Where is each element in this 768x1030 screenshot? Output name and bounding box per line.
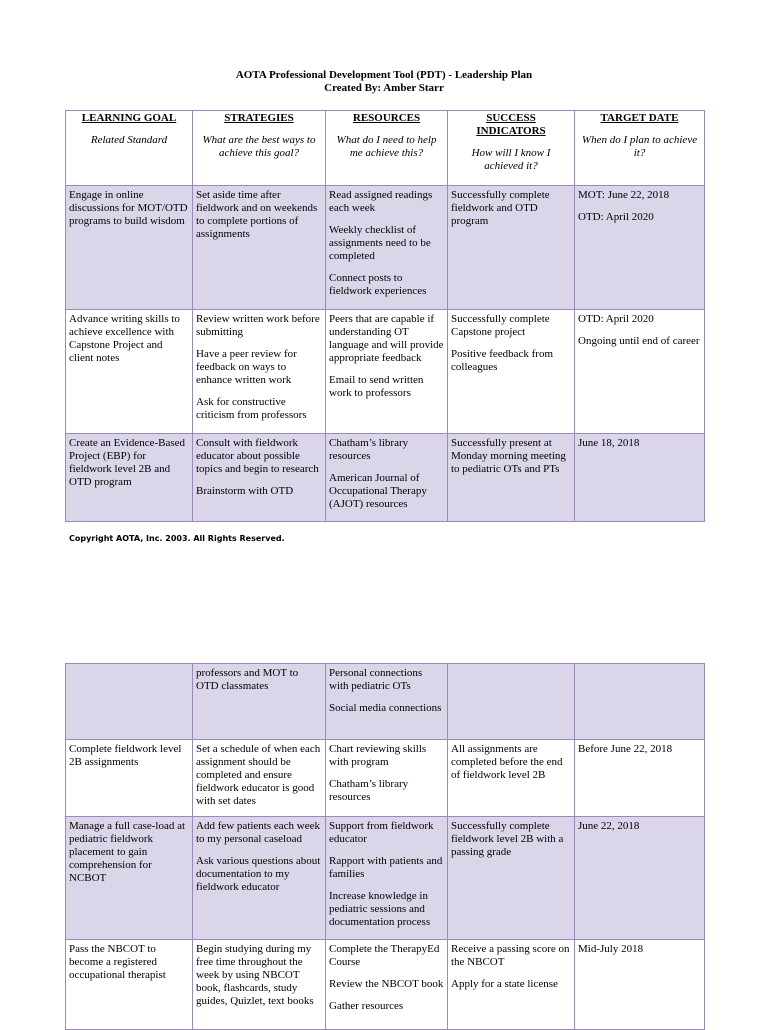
indicators-cell	[448, 664, 575, 740]
leadership-plan-table-page-2	[65, 663, 705, 1030]
target-date-cell	[575, 664, 705, 740]
document-title	[0, 69, 768, 95]
resources-cell: Peers that are capable if understanding OT language and will provide appropriate feedback Email to send written work to professors	[326, 310, 448, 434]
indicators-cell: Successfully complete fieldwork level 2B with a passing grade	[448, 817, 575, 940]
resources-cell: Chatham’s library resources American Journal of Occupational Therapy (AJOT) resources	[326, 434, 448, 522]
strategies-cell: Add few patients each week to my personal caseload Ask various questions about documentation to my fieldwork educator	[193, 817, 326, 940]
indicators-cell: Successfully present at Monday morning meeting to pediatric OTs and PTs	[448, 434, 575, 522]
header-strategies: STRATEGIES What are the best ways to achieve this goal?	[193, 111, 326, 186]
target-date-cell: Before June 22, 2018	[575, 740, 705, 817]
table-row	[66, 186, 705, 310]
table-row	[66, 310, 705, 434]
indicators-cell: Receive a passing score on the NBCOT Apply for a state license	[448, 940, 575, 1030]
goal-cell: Pass the NBCOT to become a registered occupational therapist	[66, 940, 193, 1030]
target-date-cell: OTD: April 2020 Ongoing until end of career	[575, 310, 705, 434]
resources-cell: Complete the TherapyEd Course Review the NBCOT book Gather resources	[326, 940, 448, 1030]
table-row	[66, 817, 705, 940]
goal-cell: Manage a full case-load at pediatric fieldwork placement to gain comprehension for NCBOT	[66, 817, 193, 940]
copyright-notice: Copyright AOTA, Inc. 2003. All Rights Reserved.	[69, 534, 285, 543]
strategies-cell: Consult with fieldwork educator about possible topics and begin to research Brainstorm with OTD	[193, 434, 326, 522]
strategies-cell: Set a schedule of when each assignment should be completed and ensure fieldwork educator is good with set dates	[193, 740, 326, 817]
strategies-cell: Review written work before submitting Have a peer review for feedback on ways to enhance written work Ask for constructive criticism from professors	[193, 310, 326, 434]
leadership-plan-table-page-1	[65, 110, 705, 522]
indicators-cell: All assignments are completed before the end of fieldwork level 2B	[448, 740, 575, 817]
table-row	[66, 940, 705, 1030]
indicators-cell: Successfully complete fieldwork and OTD program	[448, 186, 575, 310]
strategies-cell: professors and MOT to OTD classmates	[193, 664, 326, 740]
resources-cell: Chart reviewing skills with program Chatham’s library resources	[326, 740, 448, 817]
goal-cell: Advance writing skills to achieve excellence with Capstone Project and client notes	[66, 310, 193, 434]
target-date-cell: MOT: June 22, 2018 OTD: April 2020	[575, 186, 705, 310]
table-row	[66, 740, 705, 817]
header-resources: RESOURCES What do I need to help me achieve this?	[326, 111, 448, 186]
goal-cell: Complete fieldwork level 2B assignments	[66, 740, 193, 817]
goal-cell: Engage in online discussions for MOT/OTD programs to build wisdom	[66, 186, 193, 310]
indicators-cell: Successfully complete Capstone project Positive feedback from colleagues	[448, 310, 575, 434]
strategies-cell: Begin studying during my free time throughout the week by using NBCOT book, flashcards, study guides, Quizlet, text books	[193, 940, 326, 1030]
target-date-cell: Mid-July 2018	[575, 940, 705, 1030]
table-row	[66, 664, 705, 740]
target-date-cell: June 18, 2018	[575, 434, 705, 522]
resources-cell: Read assigned readings each week Weekly checklist of assignments need to be completed Connect posts to fieldwork experiences	[326, 186, 448, 310]
target-date-cell: June 22, 2018	[575, 817, 705, 940]
resources-cell: Support from fieldwork educator Rapport with patients and families Increase knowledge in pediatric sessions and documentation process	[326, 817, 448, 940]
header-learning-goal: LEARNING GOAL Related Standard	[66, 111, 193, 186]
strategies-cell: Set aside time after fieldwork and on weekends to complete portions of assignments	[193, 186, 326, 310]
table-row	[66, 434, 705, 522]
header-success-indicators: SUCCESS INDICATORS How will I know I achieved it?	[448, 111, 575, 186]
title-line-2: Created By: Amber Starr	[324, 82, 444, 94]
goal-cell	[66, 664, 193, 740]
title-line-1: AOTA Professional Development Tool (PDT) - Leadership Plan	[235, 69, 533, 81]
resources-cell: Personal connections with pediatric OTs Social media connections	[326, 664, 448, 740]
header-target-date: TARGET DATE When do I plan to achieve it?	[575, 111, 705, 186]
header-row	[66, 111, 705, 186]
goal-cell: Create an Evidence-Based Project (EBP) for fieldwork level 2B and OTD program	[66, 434, 193, 522]
